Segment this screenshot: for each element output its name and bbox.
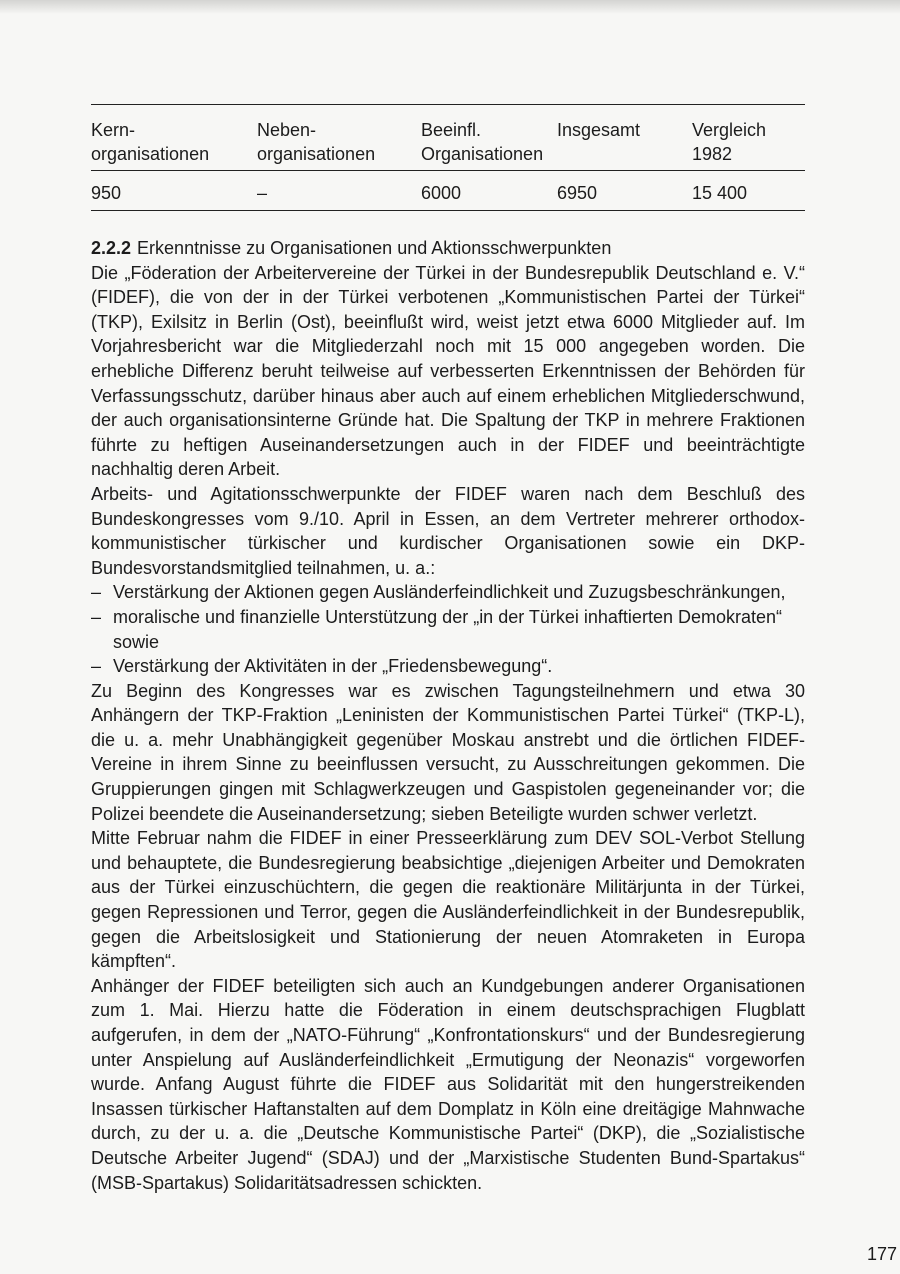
- bullet-dash: –: [91, 582, 102, 603]
- page-number: 177: [867, 1244, 898, 1264]
- table-cell-beeinfl-organisationen: 6000: [421, 183, 462, 203]
- bullet-dash: –: [91, 656, 102, 677]
- table-cell-kernorganisationen: 950: [91, 183, 122, 203]
- scan-top-edge: [0, 0, 900, 14]
- bullet-dash: –: [91, 606, 102, 627]
- table-header-vergleich-1982: Vergleich 1982: [692, 120, 767, 164]
- table-header-beeinfl-organisationen: Beeinfl. Organisationen: [421, 120, 544, 164]
- table-top-rule: [91, 104, 805, 105]
- table-header-insgesamt: Insgesamt: [557, 120, 641, 140]
- list-item-text: moralische und finanzielle Unterstützung der „in der Türkei inhaftierten Demokraten“ sowie: [113, 606, 782, 652]
- table-header-kernorganisationen: Kern- organisationen: [91, 120, 210, 164]
- list-item-text: Verstärkung der Aktionen gegen Ausländerfeindlichkeit und Zuzugsbeschränkungen,: [113, 582, 786, 603]
- section-number: 2.2.2: [91, 238, 132, 258]
- table-header-rule: [91, 170, 805, 171]
- table-cell-insgesamt: 6950: [557, 183, 598, 203]
- table-cell-nebenorganisationen: –: [257, 183, 268, 203]
- table-cell-vergleich-1982: 15 400: [692, 183, 748, 203]
- list-item: [91, 654, 805, 679]
- list-item-text: Verstärkung der Aktivitäten in der „Friedensbewegung“.: [113, 656, 553, 677]
- paragraph-kongress-ausschreitungen: Zu Beginn des Kongresses war es zwischen Tagungsteilnehmern und etwa 30 Anhängern der TKP-Fraktion „Leninisten der Kommunistischen Partei Türkei“ (TKP-L), die u. a. mehr Unabhängigkeit gegenüber Moskau anstrebt und die örtlichen FIDEF-Vereine in ihrem Sinne zu beeinflussen versucht, zu Ausschreitungen gekommen. Die Gruppierungen gingen mit Schlagwerkzeugen und Gaspistolen gegeneinander vor; die Polizei beendete die Auseinandersetzung; sieben Beteiligte wurden schwer verletzt.: [91, 680, 805, 824]
- paragraph-arbeitsschwerpunkte: Arbeits- und Agitationsschwerpunkte der FIDEF waren nach dem Beschluß des Bundeskongresses vom 9./10. April in Essen, an dem Vertreter mehrerer orthodox-kommunistischer türkischer und kurdischer Organisationen sowie ein DKP-Bundesvorstandsmitglied teilnahmen, u. a.:: [91, 483, 805, 578]
- body-text: [91, 236, 805, 1195]
- paragraph-fidef-intro: Die „Föderation der Arbeitervereine der Türkei in der Bundesrepublik Deutschland e. V.“ (FIDEF), die von der in der Türkei verbotenen „Kommunistischen Partei der Türkei“ (TKP), Exilsitz in Berlin (Ost), beeinflußt wird, weist jetzt etwa 6000 Mitglieder auf. Im Vorjahresbericht war die Mitgliederzahl noch mit 15 000 angegeben worden. Die erhebliche Differenz beruht teilweise auf verbesserten Erkenntnissen der Behörden für Verfassungsschutz, darüber hinaus aber auch auf einem erheblichen Mitgliederschwund, der auch organisationsinterne Gründe hat. Die Spaltung der TKP in mehrere Fraktionen führte zu heftigen Auseinandersetzungen auch in der FIDEF und beeinträchtigte nachhaltig deren Arbeit.: [91, 262, 805, 480]
- table-bottom-rule: [91, 210, 805, 211]
- list-item: [91, 605, 805, 654]
- section-title: Erkenntnisse zu Organisationen und Aktionsschwerpunkten: [137, 238, 612, 258]
- section-heading: [91, 236, 805, 261]
- paragraph-kundgebungen: Anhänger der FIDEF beteiligten sich auch an Kundgebungen anderer Organisationen zum 1. Mai. Hierzu hatte die Föderation in einem deutschsprachigen Flugblatt aufgerufen, in dem der „NATO-Führung“ „Konfrontationskurs“ und der Bundesregierung unter Anspielung auf Ausländerfeindlichkeit „Ermutigung der Neonazis“ vorgeworfen wurde. Anfang August führte die FIDEF aus Solidarität mit den hungerstreikenden Insassen türkischer Haftanstalten auf dem Domplatz in Köln eine dreitägige Mahnwache durch, zu der u. a. die „Deutsche Kommunistische Partei“ (DKP), die „Sozialistische Deutsche Arbeiter Jugend“ (SDAJ) und der „Marxistische Studenten Bund-Spartakus“ (MSB-Spartakus) Solidaritätsadressen schickten.: [91, 975, 805, 1193]
- paragraph-presseerklaerung: Mitte Februar nahm die FIDEF in einer Presseerklärung zum DEV SOL-Verbot Stellung und behauptete, die Bundesregierung beabsichtige „diejenigen Arbeiter und Demokraten aus der Türkei einzuschüchtern, die gegen die reaktionäre Militärjunta in der Türkei, gegen Repressionen und Terror, gegen die Ausländerfeindlichkeit in der Bundesrepublik, gegen die Arbeitslosigkeit und Stationierung der neuen Atomraketen in Europa kämpften“.: [91, 828, 805, 972]
- table-header-nebenorganisationen: Neben- organisationen: [257, 120, 376, 164]
- bullet-list: [91, 580, 805, 678]
- list-item: [91, 580, 805, 605]
